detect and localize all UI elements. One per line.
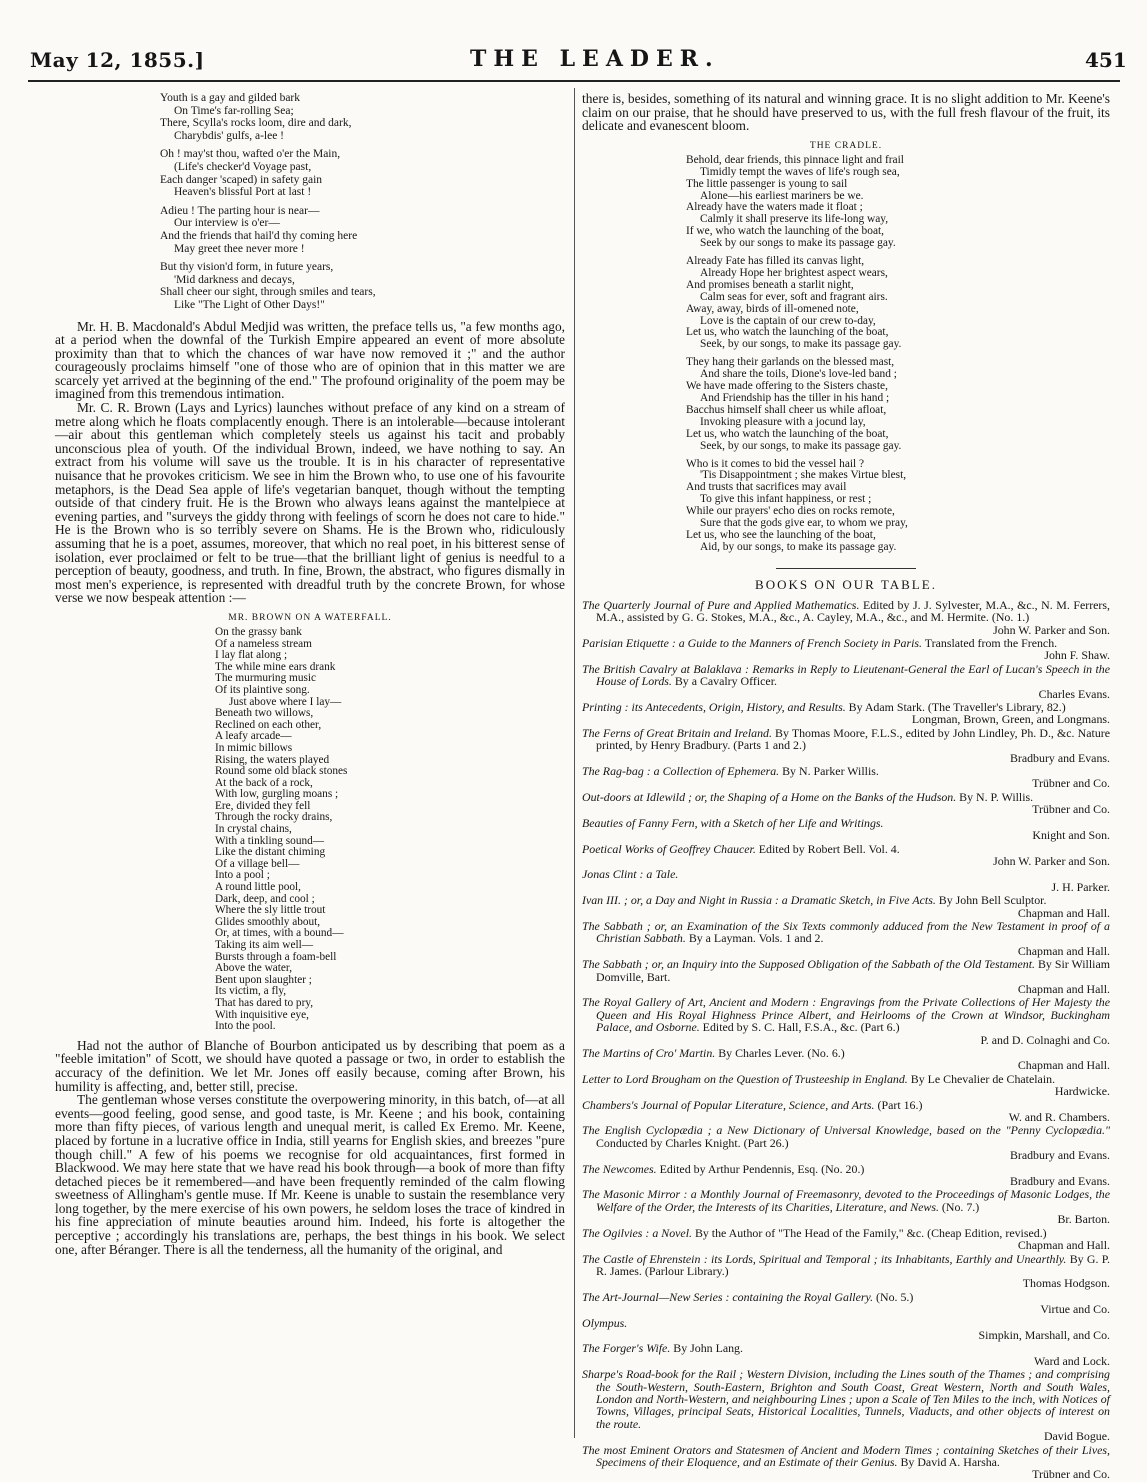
book-details: (No. 7.) [938,1199,980,1214]
book-publisher: Knight and Son. [1032,828,1110,843]
poem-line: Bacchus himself shall cheer us while afloat, [686,403,887,416]
book-title: The Forger's Wife. [582,1341,671,1356]
book-entry [582,765,1110,790]
poem-line: With low, gurgling moans ; [215,788,339,801]
book-publisher: Chapman and Hall. [1017,981,1110,996]
poem-line: We have made offering to the Sisters chaste, [686,380,888,393]
poem-stanza [160,92,565,142]
poem-line: The while mine ears drank [215,660,336,673]
book-details: By the Author of "The Head of the Family," &c. (Cheap Edition, revised.) [691,1225,1047,1240]
poem-line: On the grassy bank [215,625,302,638]
poem-line: Glides smoothly about, [215,915,321,928]
book-title: The Royal Gallery of Art, Ancient and Modern : Engravings from the Private Collections of Her Majesty the Queen and His Royal Highness Prince Albert, and Heirlooms of the Crown at Windsor, Buckingham Palace, and Osborne. [582,995,1110,1035]
poem-line: Taking its aim well— [215,939,314,951]
book-title: The Quarterly Journal of Pure and Applied Mathematics. [582,597,860,612]
poem-cradle [582,155,1110,554]
poem-youth [55,92,565,312]
review-text-continued [55,1039,565,1257]
book-publisher: Hardwicke. [1054,1084,1110,1099]
poem-line: Of a nameless stream [215,637,312,650]
book-entry [582,1317,1110,1342]
review-text-right [582,92,1110,133]
poem-line: Seek, by our songs, to make its passage gay. [700,439,902,452]
book-entry [582,894,1110,919]
book-entry [582,1073,1110,1098]
book-publisher: Longman, Brown, Green, and Longmans. [911,712,1110,727]
poem-line: Each danger 'scaped) in safety gain [160,173,323,186]
poem-line: Oh ! may'st thou, wafted o'er the Main, [160,148,341,161]
book-details: Edited by Arthur Pendennis, Esq. (No. 20.) [656,1161,865,1176]
book-details: (No. 5.) [873,1289,914,1304]
book-entry [582,958,1110,995]
poem-stanza [686,357,1110,452]
poem-line: And trusts that sacrifices may avail [686,481,847,494]
book-entry [582,1291,1110,1316]
poem-line: Love is the captain of our crew to-day, [700,314,876,327]
poem-line: Sure that the gods give ear, to whom we pray, [700,517,908,530]
header-date: May 12, 1855.] [30,48,205,72]
book-details: By John Bell Sculptor. [935,893,1047,908]
poem-line: Or, at times, with a bound— [215,927,344,940]
book-details: By David A. Harsha. [897,1455,1000,1469]
poem-waterfall [55,627,565,1033]
book-title: The most Eminent Orators and Statesmen of Ancient and Modern Times ; containing Sketches of their Lives, Specimens of their Eloquence, and an Estimate of their Genius. [582,1442,1110,1469]
poem-line: There, Scylla's rocks loom, dire and dark, [160,117,352,130]
book-entry [582,599,1110,636]
book-title: The Newcomes. [582,1161,657,1176]
book-entry [582,1368,1110,1442]
book-title: The English Cyclopædia ; a New Dictionary of Universal Knowledge, based on the "Penny Cyclopædia." [582,1123,1110,1138]
poem-line: Away, away, birds of ill-omened note, [686,302,859,315]
poem-stanza [160,148,565,198]
paragraph: Mr. C. R. Brown (Lays and Lyrics) launches without preface of any kind on a stream of metre along which he floats complacently enough. There is an intolerable—because intolerant—air about this gentleman which completely steels us against his tacit and probably unconscious plea of youth. Of the individual Brown, indeed, we have nothing to say. An extract from his volume will save us the trouble. It is in his character of representative nuisance that he provokes criticism. We see in him the Brown who, to use one of his favourite metaphors, is the Dead Sea apple of life's vegetarian banquet, though without the tempting outside of that cindery fruit. He is the Brown who always leans against the mantelpiece at evening parties, and "surveys the giddy throng with feelings of scorn he does not care to hide." He is the Brown who is so terribly severe on Shams. He is the Brown who, ridiculously assuming that he is a poet, assumes, moreover, that which no real poet, in his bitterest sense of isolation, ever proclaimed or felt to be true—that the brilliant light of genius is needful to a perception of beauty, goodness, and truth. In fine, Brown, the abstract, who figures dismally in most men's experience, is represented with dreadful truth by the concrete Brown, for whose verse we now bespeak attention :— [55,400,565,606]
poem-line: And promises beneath a starlit night, [686,278,854,291]
header-rule [28,80,1120,82]
book-details: (Part 16.) [874,1097,923,1112]
poem-line: Just above where I lay— [229,695,342,708]
poem-title: MR. BROWN ON A WATERFALL. [228,612,392,623]
book-publisher: P. and D. Colnaghi and Co. [980,1032,1110,1047]
book-details: By N. P. Willis. [956,789,1034,804]
book-publisher: Charles Evans. [1038,686,1110,701]
book-title: The Art-Journal—New Series : containing the Royal Gallery. [582,1289,874,1304]
book-title: The Martins of Cro' Martin. [582,1046,716,1060]
book-details: By N. Parker Willis. [779,764,879,779]
masthead-title: THE LEADER. [470,46,720,72]
poem-line: Heaven's blissful Port at last ! [174,186,312,199]
poem-line: Behold, dear friends, this pinnace light and frail [686,153,904,166]
poem-line: The little passenger is young to sail [686,177,848,190]
book-details: By Adam Stark. (The Traveller's Library, 82.) [845,700,1066,715]
book-details: By G. P. R. James. (Parlour Library.) [596,1251,1110,1278]
paragraph: The gentleman whose verses constitute the overpowering minority, in this batch, of—at all events—good feeling, good sense, and good taste, is Mr. Keene ; and his book, containing more than fifty pieces, of various length and unequal merit, is called Ex Eremo. Mr. Keene, placed by fortune in a lucrative office in India, still yearns for English skies, and breezes "pure though chill." A few of his poems we recognise for old acquaintances, first formed in Blackwood. We may here state that we have read his book through—a book of more than fifty detached pieces be it remembered—and have been frequently reminded of the calm flowing sweetness of Allingham's gentle muse. If Mr. Keene is unable to sustain the resemblance very long together, by the mere exercise of his own powers, he seldom loses the trace of kindred in his fine appreciation of minute beauties around him. Indeed, his forte is altogether the perceptive ; accordingly his translations are, perhaps, the best things in his book. We select one, after Béranger. There is all the tenderness, all the humanity of the original, and [55,1092,565,1257]
poem-line: Rising, the waters played [215,753,330,766]
poem-line: With a tinkling sound— [215,834,325,847]
poem-line: While our prayers' echo dies on rocks remote, [686,505,895,518]
section-rule [776,568,916,569]
poem-line: A round little pool, [215,881,301,894]
book-entry [582,791,1110,816]
book-title: Letter to Lord Brougham on the Question of Trusteeship in England. [582,1071,908,1086]
poem-line: (Life's checker'd Voyage past, [174,160,312,173]
poem-line: On Time's far-rolling Sea; [174,104,294,117]
poem-stanza [160,261,565,311]
book-title: The Sabbath ; or, an Examination of the Six Texts commonly adduced from the New Testament in proof of a Christian Sabbath. [582,918,1110,946]
poem-line: Already Fate has filled its canvas light, [686,255,865,268]
poem-line: Round some old black stones [215,765,348,778]
poem-stanza [686,256,1110,351]
book-entry [582,868,1110,893]
poem-line: At the back of a rock, [215,776,313,789]
book-details: By a Layman. Vols. 1 and 2. [685,931,824,946]
poem-line: Of its plaintive song. [215,683,310,696]
book-entry [582,1163,1110,1188]
poem-line: Calm seas for ever, soft and fragrant airs. [700,290,888,303]
book-title: Sharpe's Road-book for the Rail ; Western Division, including the Lines south of the Thames ; and comprising the South-Western, South-Eastern, Brighton and South Coast, Great Western, North and South Wales, London and North-Western, and neighbouring Lines ; upon a Scale of Ten Miles to the inch, with Notices of Towns, Villages, principal Seats, Historical Localities, Tunnels, Viaducts, and other objects of interest on the route. [582,1367,1110,1431]
poem-line: Reclined on each other, [215,718,322,731]
book-publisher: Ward and Lock. [1034,1353,1110,1368]
book-title: The Masonic Mirror : a Monthly Journal of Freemasonry, devoted to the Proceedings of Masonic Lodges, the Welfare of the Order, the Interests of its Charities, Literature, and News. [582,1187,1110,1214]
poem-line: In crystal chains, [215,823,292,836]
book-publisher: W. and R. Chambers. [1008,1110,1110,1125]
book-details: Edited by S. C. Hall, F.S.A., &c. (Part 6.) [699,1020,900,1035]
poem-line: They hang their garlands on the blessed mast, [686,356,895,369]
poem-line: Into a pool ; [215,869,270,882]
book-entry [582,701,1110,726]
book-title: Poetical Works of Geoffrey Chaucer. [582,841,756,856]
book-entry [582,996,1110,1046]
book-entry [582,1227,1110,1252]
book-title: Chambers's Journal of Popular Literature, Science, and Arts. [582,1097,875,1112]
book-details: By Sir William Domville, Bart. [596,957,1110,984]
poem-line: Beneath two willows, [215,707,314,720]
poem-line: Our interview is o'er— [174,217,280,230]
poem-line: The murmuring music [215,672,317,685]
poem-stanza [686,155,1110,250]
book-publisher: John F. Shaw. [1044,648,1110,663]
poem-line: And the friends that hail'd thy coming here [160,229,358,242]
book-publisher: Chapman and Hall. [1017,905,1110,920]
poem-line: Like the distant chiming [215,846,326,859]
poem-line: With inquisitive eye, [215,1008,309,1021]
poem-line: And share the toils, Dione's love-led band ; [700,368,897,381]
book-entry [582,1188,1110,1225]
books-list [582,599,1110,1481]
book-entry [582,843,1110,868]
book-details: Edited by Robert Bell. Vol. 4. [755,841,900,856]
book-publisher: Trübner and Co. [1032,776,1110,791]
book-title: Ivan III. ; or, a Day and Night in Russia : a Dramatic Sketch, in Five Acts. [582,893,936,908]
right-column [582,92,1110,1482]
book-publisher: Trübner and Co. [1032,1467,1110,1482]
left-column [55,92,565,1256]
page-number: 451 [1085,48,1127,72]
book-entry [582,637,1110,662]
book-publisher: Br. Barton. [1057,1212,1110,1227]
book-publisher: Chapman and Hall. [1017,943,1110,958]
poem-line: That has dared to pry, [215,996,314,1009]
book-publisher: David Bogue. [1043,1429,1110,1444]
poem-line: Timidly tempt the waves of life's rough sea, [700,165,900,178]
book-publisher: Virtue and Co. [1040,1302,1110,1317]
book-title: The Rag-bag : a Collection of Ephemera. [582,764,780,779]
poem-line: But thy vision'd form, in future years, [160,261,334,274]
column-divider [574,88,575,1438]
book-publisher: J. H. Parker. [1051,879,1110,894]
poem-line: Aid, by our songs, to make its passage gay. [700,540,897,553]
book-entry [582,1253,1110,1290]
poem-title: THE CRADLE. [809,140,883,151]
book-entry [582,1099,1110,1124]
poem-line: Charybdis' gulfs, a-lee ! [174,129,285,142]
poem-line: Let us, who watch the launching of the boat, [686,326,889,339]
book-publisher: Thomas Hodgson. [1022,1276,1110,1291]
poem-line: I lay flat along ; [215,649,288,662]
book-entry [582,817,1110,842]
paragraph: there is, besides, something of its natural and winning grace. It is no slight addition to Mr. Keene's claim on our praise, that he should have preserved to us, with the full fresh flavour of the fruit, its delicate and evanescent bloom. [582,91,1110,134]
book-details: By Thomas Moore, F.L.S., edited by John Lindley, Ph. D., &c. Nature printed, by Henry Bradbury. (Parts 1 and 2.) [596,725,1110,753]
poem-line: Its victim, a fly, [215,985,287,998]
poem-line: Seek, by our songs, to make its passage gay. [700,338,902,351]
book-details: Translated from the French. [922,636,1058,650]
book-publisher: John W. Parker and Son. [993,622,1110,637]
book-entry [582,663,1110,700]
page-header [0,0,1147,90]
book-publisher: Bradbury and Evans. [1009,750,1110,765]
poem-line: And Friendship has the tiller in his hand ; [700,392,890,404]
poem-line: Already Hope her brightest aspect wears, [700,266,888,279]
book-details: By Le Chevalier de Chatelain. [907,1071,1056,1086]
book-publisher: Trübner and Co. [1032,802,1110,817]
poem-line: Ere, divided they fell [215,799,311,812]
poem-line: May greet thee never more ! [174,242,305,255]
book-title: Jonas Clint : a Tale. [582,867,679,882]
book-details: By Charles Lever. (No. 6.) [715,1046,845,1060]
paragraph: Mr. H. B. Macdonald's Abdul Medjid was written, the preface tells us, "a few months ago, at a period when the downfal of the Turkish Empire appeared an event of more absolute proximity than that to which the chances of war have now removed it ;" and the author courageously proclaims himself "one of those who are of opinion that in this matter we are scarcely yet arrived at the beginning of the end." The profound originality of the poem may be imagined from this tremendous intimation. [55,318,565,402]
book-entry [582,1047,1110,1072]
poem-line: Seek by our songs to make its passage gay. [700,237,896,250]
poem-line: Bent upon slaughter ; [215,973,312,986]
poem-line: 'Tis Disappointment ; she makes Virtue blest, [700,469,907,482]
poem-line: Of a village bell— [215,857,300,870]
book-entry [582,1124,1110,1161]
poem-line: Alone—his earliest mariners be we. [700,189,864,202]
poem-line: Dark, deep, and cool ; [215,892,315,905]
poem-line: Calmly it shall preserve its life-long way, [700,213,889,226]
poem-line: Like "The Light of Other Days!" [174,298,325,311]
poem-line: If we, who watch the launching of the boat, [686,225,885,238]
book-details: Edited by J. J. Sylvester, M.A., &c., N. M. Ferrers, M.A., assisted by G. G. Stokes, M.A., &c., A. Cayley, M.A., &c., and M. Hermite. (No. 1.) [596,597,1110,625]
book-publisher: Chapman and Hall. [1017,1238,1110,1253]
paragraph: Had not the author of Blanche of Bourbon anticipated us by describing that poem as a "feeble imitation" of Scott, we should have quoted a passage or two, in order to establish the accuracy of the definition. We let Mr. Jones off easily because, coming after Brown, his humility is affecting, and, better still, precise. [55,1037,565,1094]
poem-line: 'Mid darkness and decays, [174,273,295,286]
poem-line: Through the rocky drains, [215,811,333,824]
poem-line: Already have the waters made it float ; [686,201,863,214]
poem-line: Let us, who watch the launching of the boat, [686,427,889,440]
book-title: Olympus. [582,1315,628,1330]
poem-line: A leafy arcade— [215,730,292,743]
book-entry [582,727,1110,764]
book-publisher: Bradbury and Evans. [1009,1174,1110,1189]
book-entry [582,1342,1110,1367]
poem-line: Invoking pleasure with a jocund lay, [700,415,866,428]
book-publisher: Bradbury and Evans. [1009,1148,1110,1163]
book-publisher: Chapman and Hall. [1017,1058,1110,1073]
poem-line: To give this infant happiness, or rest ; [700,493,872,506]
book-title: The Ogilvies : a Novel. [582,1225,692,1240]
book-entry [582,920,1110,957]
book-details: Conducted by Charles Knight. (Part 26.) [596,1135,789,1150]
book-title: The Castle of Ehrenstein : its Lords, Spiritual and Temporal ; its Inhabitants, Earthly and Unearthly. [582,1251,1067,1266]
book-details: By a Cavalry Officer. [671,674,777,689]
book-title: The Ferns of Great Britain and Ireland. [582,725,772,740]
poem-line: Where the sly little trout [215,904,326,917]
poem-line: Adieu ! The parting hour is near— [160,204,320,217]
poem-line: Above the water, [215,962,293,975]
book-title: The Sabbath ; or, an Inquiry into the Supposed Obligation of the Sabbath of the Old Testament. [582,957,1035,972]
poem-line: Who is it comes to bid the vessel hail ? [686,457,865,470]
poem-stanza [160,205,565,255]
book-title: Out-doors at Idlewild ; or, the Shaping of a Home on the Banks of the Hudson. [582,789,957,804]
book-title: Printing : its Antecedents, Origin, History, and Results. [582,700,846,715]
poem-stanza [686,459,1110,554]
poem-line: Let us, who see the launching of the boat, [686,528,876,541]
book-publisher: Simpkin, Marshall, and Co. [978,1327,1110,1342]
book-title: The British Cavalry at Balaklava : Remarks in Reply to Lieutenant-General the Earl of Lucan's Speech in the House of Lords. [582,661,1110,689]
poem-line: Into the pool. [215,1020,276,1033]
poem-line: Shall cheer our sight, through smiles and tears, [160,286,376,299]
poem-line: In mimic billows [215,741,293,754]
book-title: Beauties of Fanny Fern, with a Sketch of her Life and Writings. [582,815,884,830]
book-details: By John Lang. [670,1341,743,1356]
book-publisher: John W. Parker and Son. [993,853,1110,868]
books-heading: BOOKS ON OUR TABLE. [755,576,937,592]
poem-line: Bursts through a foam-bell [215,950,337,963]
book-entry [582,1444,1110,1481]
poem-line: Youth is a gay and gilded bark [160,92,301,104]
book-title: Parisian Etiquette : a Guide to the Manners of French Society in Paris. [582,636,923,650]
review-text [55,320,565,605]
